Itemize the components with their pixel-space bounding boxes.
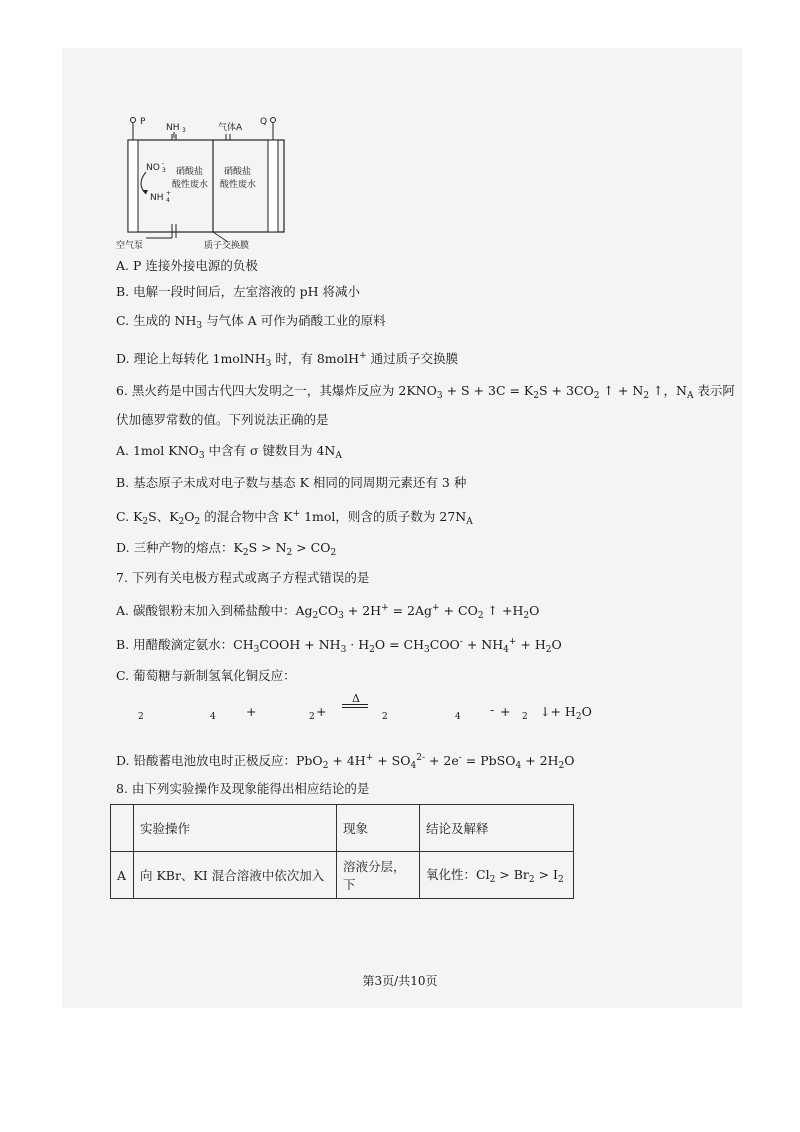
q7-b-end: O [551,637,562,652]
label-q: Q [260,117,268,127]
q6-a-sub2: A [335,451,342,461]
q5-d-sub: 3 [265,359,272,369]
q7-a-mid5: ↑ +H [483,603,524,618]
table-row [111,852,574,899]
label-air-pump: 空气泵 [116,241,144,250]
q6-a-pre: A. 1mol KNO [116,443,199,458]
q7-b-mid3: O = CH [374,637,425,652]
q7-a-pre: A. 碳酸银粉末加入到稀盐酸中：Ag [116,603,313,618]
q7-c-eq-tail-sub: 2 [575,712,582,722]
q7-b-sup2: + [508,637,517,647]
q7-option-b [116,634,562,658]
row-a-phenomenon: 溶液分层，下 [337,852,420,899]
q7-a-sub1: 2 [312,611,319,621]
q7-c-eq-tail-text: ↓+ H [540,704,576,719]
table-header-row [111,805,574,852]
q7-b-sub3: 2 [369,645,375,655]
q7-b-sub4: 3 [424,645,430,655]
q7-d-pre: D. 铅酸蓄电池放电时正极反应：PbO [116,753,323,768]
label-nh4-sup: + [166,190,172,197]
q5-option-d [116,348,458,372]
q6-stem-k2s-sub: 2 [533,391,540,401]
q6-d-pre: D. 三种产物的熔点：K [116,540,243,555]
q5-d-sup: + [359,351,367,361]
q7-b-mid5: + NH [462,637,504,652]
q6-stem-kno3-sub: 3 [436,391,443,401]
row-a-label: A [111,852,134,899]
q6-c-mid2: O [184,509,195,524]
q7-d-sup2: 2- [416,753,425,763]
q7-b-mid4: COO [429,637,460,652]
row-a-concl-sub2: 2 [528,875,535,885]
q6-option-a [116,443,342,464]
q6-d-sub3: 2 [330,548,337,558]
q7-a-mid3: = 2Ag [388,603,433,618]
q7-stem: 7. 下列有关电极方程式或离子方程式错误的是 [116,570,370,585]
q6-stem-n2-sub: 2 [643,391,650,401]
q6-stem-pre: 6. 黑火药是中国古代四大发明之一，其爆炸反应为 2KNO [116,383,437,398]
q7-d-mid4: = PbSO [461,753,516,768]
q7-c-eq-tail-end: O [581,704,592,719]
q7-b-mid1: COOH + NH [259,637,341,652]
q7-d-mid5: + 2H [521,753,559,768]
label-nh4-sub: 4 [166,197,170,204]
q7-d-sub4: 2 [558,761,565,771]
q7-b-sub6: 2 [545,645,552,655]
q5-d-mid: 时，有 8molH [271,351,360,366]
q7-d-sub3: 4 [515,761,522,771]
label-no3: NO [146,163,160,173]
q6-d-sub2: 2 [286,548,293,558]
q6-stem-co2-sub: 2 [593,391,600,401]
table-header-cell: 实验操作 [134,805,337,852]
q7-a-mid4: + CO [439,603,478,618]
q7-c-eq-plus3: + [500,704,511,719]
q7-c-equation [0,690,800,726]
q7-c-eq-equals [342,704,368,708]
label-no3-sub: 3 [162,167,166,174]
right-solution-line2: 酸性废水 [220,180,257,190]
q7-c-eq-s2: 4 [210,712,216,722]
q5-option-b: B. 电解一段时间后，左室溶液的 pH 将减小 [116,284,360,299]
q7-c-eq-tail [540,704,592,722]
q7-b-mid6: + H [516,637,546,652]
q7-c-eq-plus1: + [246,704,257,719]
q7-d-end: O [564,753,575,768]
label-nh3-sub: 3 [182,127,186,134]
label-nh4: NH [150,193,164,203]
table-header-cell: 现象 [337,805,420,852]
label-no3-sup: - [162,160,165,167]
q6-stem-end: 表示阿 [693,383,735,398]
q7-a-end: O [529,603,540,618]
q7-option-c: C. 葡萄糖与新制氢氧化铜反应： [116,668,296,683]
q7-b-sup1: - [459,637,463,647]
q6-a-sub: 3 [198,451,205,461]
q5-c-pre: C. 生成的 NH [116,313,197,328]
row-a-concl-sub1: 2 [489,875,496,885]
q7-c-eq-delta: Δ [352,692,360,705]
q7-c-eq-s4: 2 [382,712,388,722]
q6-stem-mid3: ↑ + N [599,383,644,398]
q5-c-sub: 3 [196,321,203,331]
q7-a-sup2: + [432,603,440,613]
q7-c-eq-s6: 2 [522,712,528,722]
q6-c-mid1: S、K [148,509,179,524]
q7-d-sub1: 2 [322,761,329,771]
q7-option-d [116,750,574,774]
q5-c-post: 与气体 A 可作为硝酸工业的原料 [202,313,386,328]
q6-c-sub2: 2 [178,517,185,527]
row-a-concl-pre: 氧化性：Cl [426,867,490,882]
q5-option-a: A. P 连接外接电源的负极 [116,258,258,273]
q7-d-mid2: + SO [373,753,411,768]
q7-option-a [116,600,539,624]
q6-stem-na-sub: A [686,391,694,401]
q6-stem-line2: 伏加德罗常数的值。下列说法正确的是 [116,412,329,427]
q8-stem: 8. 由下列实验操作及现象能得出相应结论的是 [116,781,370,796]
q7-c-eq-minus: - [490,702,495,717]
q7-d-sub2: 4 [410,761,417,771]
q7-c-eq-plus2: + [316,704,327,719]
q6-stem-line1 [116,383,735,404]
table-header-cell: 结论及解释 [420,805,574,852]
q7-d-mid1: + 4H [328,753,366,768]
q6-c-sub3: 2 [194,517,201,527]
electrolysis-cell-drawing [116,112,296,250]
q5-option-c [116,313,386,334]
q6-d-mid2: > CO [292,540,331,555]
left-solution-line2: 酸性废水 [172,180,209,190]
q7-a-mid2: + 2H [343,603,382,618]
q6-c-mid3: 的混合物中含 K [200,509,293,524]
q7-a-sub4: 2 [523,611,530,621]
left-solution-line1: 硝酸盐 [176,167,204,177]
row-a-conclusion [420,852,574,899]
q7-a-mid: CO [318,603,339,618]
q5-d-post: 通过质子交换膜 [366,351,459,366]
q6-stem-mid2: S + 3CO [539,383,594,398]
q6-option-d [116,540,336,561]
q7-d-sup3: - [458,753,462,763]
q7-a-sup1: + [381,603,389,613]
right-solution-line1: 硝酸盐 [224,167,252,177]
q6-stem-mid: + S + 3C = K [442,383,534,398]
label-nh3: NH [166,123,180,133]
q5-d-pre: D. 理论上每转化 1molNH [116,351,266,366]
table-header-cell [111,805,134,852]
q6-option-b: B. 基态原子未成对电子数与基态 K 相同的同周期元素还有 3 种 [116,475,467,490]
q7-c-eq-s3: 2 [309,712,315,722]
q6-c-sub4: A [466,517,473,527]
q6-c-mid4: 1mol，则含的质子数为 27N [300,509,467,524]
q7-c-eq-s5: 4 [455,712,461,722]
row-a-operation: 向 KBr、KI 混合溶液中依次加入 [134,852,337,899]
q7-b-pre: B. 用醋酸滴定氨水：CH [116,637,254,652]
row-a-concl-sub3: 2 [557,875,564,885]
q6-d-sub1: 2 [242,548,249,558]
q6-d-mid: S > N [248,540,287,555]
label-membrane: 质子交换膜 [204,241,250,250]
q6-option-c [116,506,473,530]
q6-c-sup: + [292,509,301,519]
q7-b-sub2: 3 [340,645,347,655]
row-a-concl-mid2: > I [534,867,558,882]
q7-a-sub3: 2 [477,611,484,621]
q7-d-mid3: + 2e [425,753,459,768]
label-p: P [140,117,146,127]
label-gas-a: 气体A [218,123,243,133]
q6-c-pre: C. K [116,509,143,524]
electrolysis-diagram [116,112,296,250]
q7-a-sub2: 3 [338,611,344,621]
q7-b-mid2: · H [346,637,370,652]
q7-d-sup1: + [365,753,374,763]
q7-b-sub1: 3 [253,645,260,655]
row-a-concl-mid: > Br [495,867,529,882]
experiment-table [110,804,574,899]
q6-a-mid: 中含有 σ 键数目为 4N [204,443,336,458]
q6-stem-post: ↑，N [649,383,687,398]
page-footer: 第3页/共10页 [362,974,438,988]
q6-c-sub1: 2 [142,517,149,527]
q7-b-sub5: 4 [503,645,509,655]
q7-c-eq-s1: 2 [138,712,144,722]
